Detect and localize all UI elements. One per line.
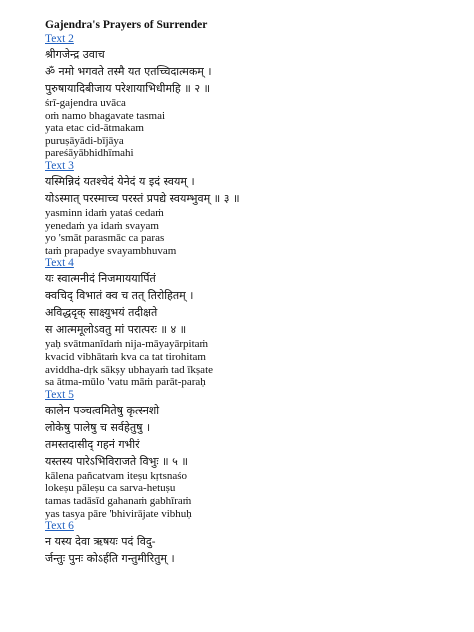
transliteration-line: oṁ namo bhagavate tasmai (45, 109, 166, 122)
sanskrit-devanagari-line: श्रीगजेन्द्र उवाच (45, 48, 105, 61)
verse-heading-link[interactable]: Text 2 (45, 33, 74, 45)
transliteration-line: pareśāyābhidhīmahi (45, 147, 134, 160)
transliteration-line: sa ātma-mūlo 'vatu māṁ parāt-paraḥ (45, 376, 206, 389)
document-page (45, 18, 465, 567)
sanskrit-devanagari-line: र्जन्तुः पुनः कोऽर्हति गन्तुमीरितुम् । (45, 552, 175, 566)
sanskrit-devanagari-line: लोकेषु पालेषु च सर्वहेतुषु । (45, 420, 151, 434)
verse-heading-link[interactable]: Text 3 (45, 159, 74, 172)
transliteration-line: puruṣāyādi-bījāya (45, 134, 124, 147)
sanskrit-devanagari-line: यस्मिन्निदं यतश्चेदं येनेदं य इदं स्वयम् । (45, 174, 195, 188)
sanskrit-devanagari-line: स आत्ममूलोऽवतु मां परात्परः ॥ ४ ॥ (45, 323, 187, 337)
verse-heading-link[interactable]: Text 5 (45, 388, 74, 401)
sanskrit-devanagari-line: पुरुषायादिबीजाय परेशायाभिधीमहि ॥ २ ॥ (45, 82, 211, 95)
sanskrit-devanagari-line: योऽस्मात् परस्माच्च परस्तं प्रपद्ये स्वयम्भुवम् ॥ ३ ॥ (45, 191, 240, 205)
sanskrit-devanagari-line: अविद्धदृक् साक्ष्युभयं तदीक्षते (45, 306, 158, 320)
transliteration-line: tamas tadāsīd gahanaṁ gabhīraṁ (45, 494, 192, 507)
transliteration-line: yasminn idaṁ yataś cedaṁ (45, 206, 164, 219)
sanskrit-devanagari-line: कालेन पञ्चत्वमितेषु कृत्स्नशो (45, 403, 160, 417)
document-title: Gajendra's Prayers of Surrender (45, 19, 208, 31)
verse-heading-link[interactable]: Text 4 (45, 257, 74, 270)
transliteration-line: lokeṣu pāleṣu ca sarva-hetuṣu (45, 482, 176, 495)
transliteration-line: yaḥ svātmanīdaṁ nija-māyayārpitaṁ (45, 338, 209, 351)
sanskrit-devanagari-line: न यस्य देवा ऋषयः पदं विदु- (45, 535, 156, 549)
transliteration-line: kālena pañcatvam iteṣu kṛtsnaśo (45, 469, 188, 482)
transliteration-line: yo 'smāt parasmāc ca paras (45, 232, 165, 245)
sanskrit-devanagari-line: क्वचिद् विभातं क्व च तत् तिरोहितम् । (45, 289, 194, 303)
transliteration-line: yenedaṁ ya idaṁ svayam (45, 219, 159, 232)
transliteration-line: kvacid vibhātaṁ kva ca tat tirohitam (45, 350, 206, 363)
sanskrit-devanagari-line: तमस्तदासीद् गहनं गभीरं (45, 437, 140, 451)
sanskrit-devanagari-line: यस्तस्य पारेऽभिविराजते विभुः ॥ ५ ॥ (45, 454, 188, 468)
verse-blocks (45, 33, 465, 567)
transliteration-line: taṁ prapadye svayambhuvam (45, 244, 177, 257)
transliteration-line: yata etac cid-ātmakam (45, 122, 144, 135)
sanskrit-devanagari-line: यः स्वात्मनीदं निजमाययार्पितं (45, 272, 156, 286)
transliteration-line: śrī-gajendra uvāca (45, 97, 126, 109)
transliteration-line: aviddha-dṛk sākṣy ubhayaṁ tad īkṣate (45, 363, 214, 376)
transliteration-line: yas tasya pāre 'bhivirājate vibhuḥ (45, 507, 192, 520)
sanskrit-devanagari-line: ॐ नमो भगवते तस्मै यत एतच्चिदात्मकम् । (45, 65, 212, 78)
verse-heading-link[interactable]: Text 6 (45, 520, 74, 533)
